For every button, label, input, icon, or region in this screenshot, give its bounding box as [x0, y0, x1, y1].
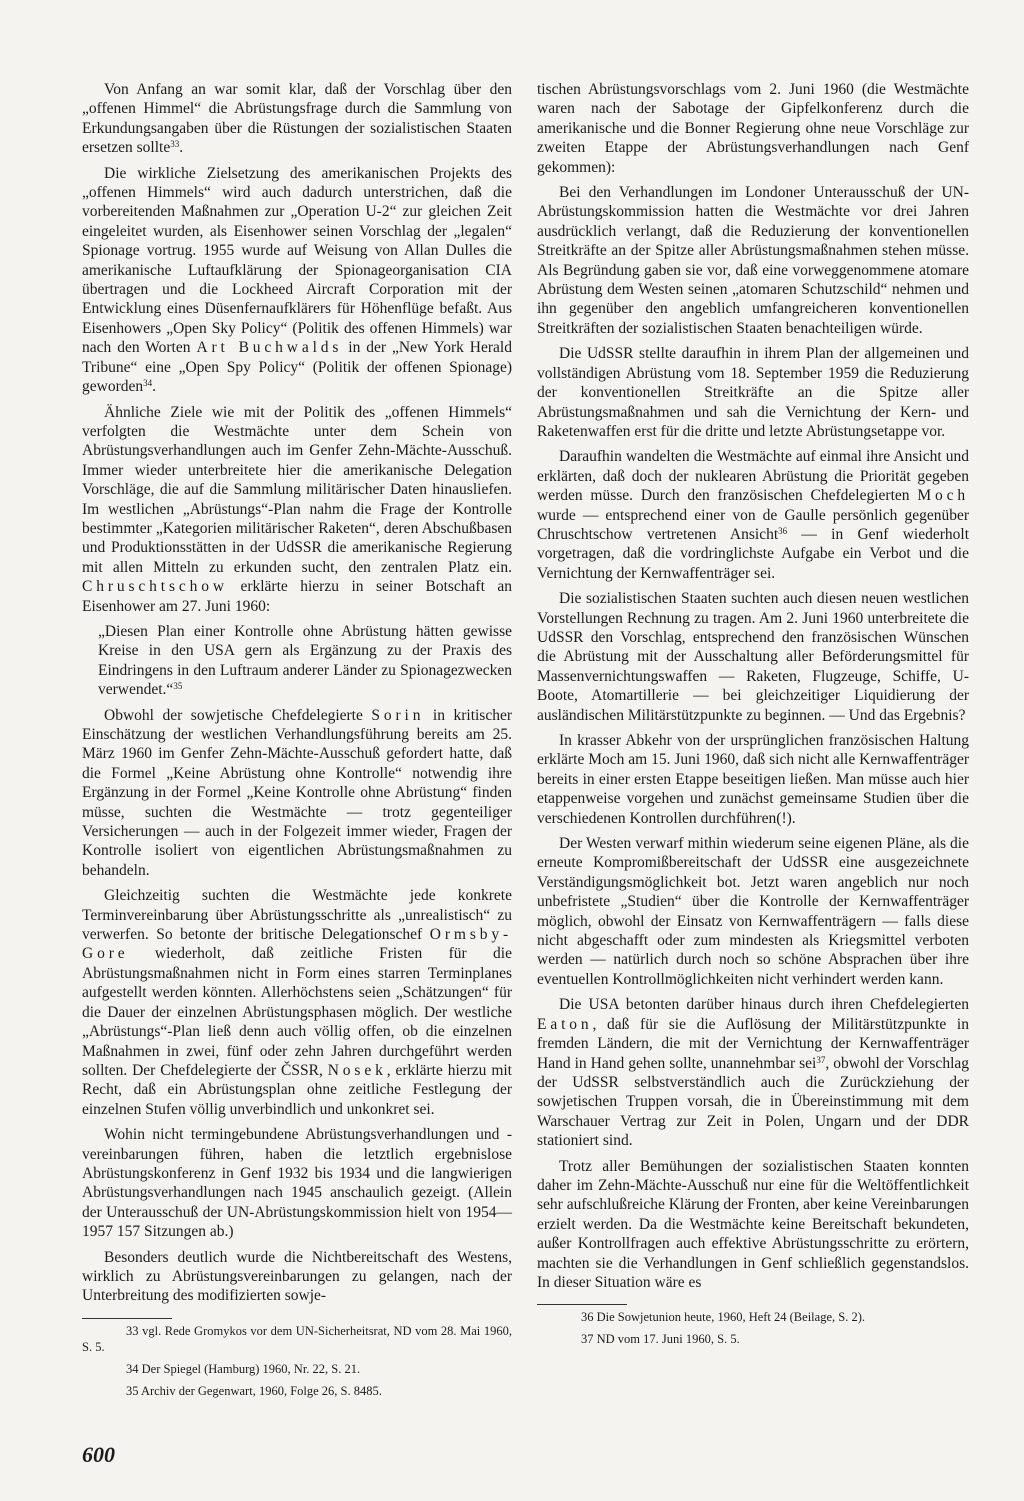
footnote-divider — [82, 1318, 172, 1319]
paragraph: Die UdSSR stellte daraufhin in ihrem Plan der allgemeinen und vollständigen Abrüstung vom 18. September 1959 die Reduzierung der konventionellen Streitkräfte an die Spitze aller Abrüstungsmaßnahmen und sah die Vernichtung der Kern- und Raketenwaffen erst für die dritte und letzte Abrüstungsetappe vor. — [537, 345, 969, 440]
footnote-ref[interactable]: 36 — [778, 525, 788, 536]
person-name: Ormsby-Gore — [82, 926, 513, 963]
footnote-divider — [537, 1304, 627, 1305]
paragraph: Trotz aller Bemühungen der sozialistischen Staaten konnten daher im Zehn-Mächte-Ausschuß nur eine für die Weltöffentlichkeit sehr aufschlußreiche Klärung der Fronten, aber keine Vereinbarungen erzielt werden. Da die Westmächte keine Bereitschaft bekundeten, außer Kontrollfragen auch effektive Abrüstungsschritte zu erörtern, machten sie die Verhandlungen in Genf schließlich gegenstandslos. In dieser Situation wäre es — [537, 1157, 969, 1291]
footnote: 37 ND vom 17. Juni 1960, S. 5. — [581, 1332, 740, 1347]
paragraph: Bei den Verhandlungen im Londoner Unterausschuß der UN-Abrüstungskommission hatten die Westmächte vor drei Jahren ausdrücklich verlangt, daß die Reduzierung der konventionellen Streitkräfte an der Spitze aller Abrüstungsmaßnahmen stehen müsse. Als Begründung gaben sie vor, daß eine vorweggenommene atomare Abrüstung dem Westen seinen „atomaren Schutzschild“ nehmen und ihn gegenüber den angeblich umfangreicheren konventionellen Streitkräften der sozialistischen Staaten benachteiligen würde. — [537, 184, 969, 337]
person-name: Art Buchwalds — [196, 339, 343, 357]
page-number: 600 — [82, 1442, 115, 1467]
person-name: Eaton — [537, 1015, 593, 1033]
paragraph: Von Anfang an war somit klar, daß der Vorschlag über den „offenen Himmel“ die Abrüstungsfrage durch die Sammlung von Erkundungsangaben über die Rüstungen der sozialistischen Staaten ersetzen sollte$^{33}$. — [82, 81, 512, 157]
person-name: Nosek — [327, 1061, 387, 1079]
footnote: 36 Die Sowjetunion heute, 1960, Heft 24 (Beilage, S. 2). — [581, 1310, 865, 1325]
person-name: Sorin — [371, 706, 425, 724]
paragraph: Die sozialistischen Staaten suchten auch diesen neuen westlichen Vorstellungen Rechnung zu tragen. Am 2. Juni 1960 unterbreitete die UdSSR den Vorschlag, entsprechend den französischen Wünschen die Abrüstung mit der Ausschaltung aller Beförderungsmittel für Massenvernichtungswaffen — Raketen, Flugzeuge, Schiffe, U-Boote, Atomartillerie — bei gleichzeitiger Liquidierung der ausländischen Militärstützpunkte zu beginnen. — Und das Ergebnis? — [537, 590, 969, 724]
footnote: 33 vgl. Rede Gromykos vor dem UN-Sicherheitsrat, ND vom 28. Mai 1960, S. 5. — [82, 1323, 512, 1354]
footnote-ref[interactable]: 35 — [173, 681, 183, 692]
footnote-ref[interactable]: 34 — [143, 378, 153, 389]
paragraph: Der Westen verwarf mithin wiederum seine eigenen Pläne, als die erneute Kompromißbereitschaft der UdSSR eine ausgezeichnete Verständigungsmöglichkeit bot. Jetzt waren angeblich nur noch unbefristete „Studien“ über die Kontrolle der Kernwaffenträger möglich, obwohl der Einsatz von Kernwaffenträgern — falls diese nicht abgeschafft oder zum mindesten als Kriegsmittel verboten werden — natürlich durch noch so schöne Absprachen über ihre eventuellen Kontrollmöglichkeiten nicht verhindert werden kann. — [537, 835, 969, 988]
paragraph: Ähnliche Ziele wie mit der Politik des „offenen Himmels“ verfolgten die Westmächte unter dem Schein von Abrüstungsverhandlungen auch im Genfer Zehn-Mächte-Ausschuß. Immer wieder unterbreitete hier die amerikanische Delegation Vorschläge, die auf die Sammlung militärischer Daten hinausliefen. Im westlichen „Abrüstungs“-Plan nahm die Frage der Kontrolle bestimmter „Kategorien militärischer Raketen“, deren Abschußbasen und Produktionsstätten in der UdSSR die amerikanische Regierung mit allen Mitteln zu erkunden sucht, den zentralen Platz ein. Chruschtschow erklärte hierzu in seiner Botschaft an Eisenhower am 27. Juni 1960: — [82, 403, 512, 615]
paragraph: Besonders deutlich wurde die Nichtbereitschaft des Westens, wirklich zu Abrüstungsvereinbarungen zu gelangen, nach der Unterbreitung des modifizierten sowje- — [82, 1248, 512, 1305]
footnote-ref[interactable]: 37 — [816, 1054, 826, 1065]
paragraph: Die USA betonten darüber hinaus durch ihren Chefdelegierten Eaton, daß für sie die Auflösung der Militärstützpunkte in fremden Ländern, die mit der Vernichtung der Kernwaffenträger Hand in Hand gehen sollte, unannehmbar sei$^{37}$, obwohl der Vorschlag der UdSSR selbstverständlich auch die Zurückziehung der sowjetischen Truppen vorsah, die in Übereinstimmung mit dem Warschauer Vertrag zur Zeit in Polen, Ungarn und der DDR stationiert sind. — [537, 996, 970, 1150]
footnote-ref[interactable]: 33 — [170, 139, 180, 150]
footnote: 34 Der Spiegel (Hamburg) 1960, Nr. 22, S. 21. — [126, 1361, 361, 1376]
left-column — [82, 80, 512, 1405]
paragraph: In krasser Abkehr von der ursprünglichen französischen Haltung erklärte Moch am 15. Juni 1960, daß sich nicht alle Kernwaffenträger bereits in einer ersten Etappe beseitigen ließen. Man müsse auch hier etappenweise vorgehen und zunächst gemeinsame Studien über die verschiedenen Kontrollen durchführen(!). — [537, 732, 969, 827]
block-quote: „Diesen Plan einer Kontrolle ohne Abrüstung hätten gewisse Kreise in den USA gern als Ergänzung zu der Praxis des Eindringens in den Luftraum anderer Länder zu Spionagezwecken verwendet.“$^{35}$ — [98, 622, 512, 699]
paragraph: Gleichzeitig suchten die Westmächte jede konkrete Terminvereinbarung über Abrüstungsschritte als „unrealistisch“ zu verwerfen. So betonte der britische Delegationschef Ormsby-Gore wiederholt, daß zeitliche Fristen für die Abrüstungsmaßnahmen nicht in Form eines starren Terminplanes aufgestellt werden könnten. Allerhöchstens seien „Schätzungen“ für die Dauer der einzelnen Abrüstungsphasen möglich. Der westliche „Abrüstungs“-Plan ließ denn auch völlig offen, ob die einzelnen Maßnahmen in zwei, fünf oder zehn Jahren durchgeführt werden sollten. Der Chefdelegierte der ČSSR, Nosek, erklärte hierzu mit Recht, daß ein Abrüstungsplan ohne zeitliche Festlegung der einzelnen Stufen völlig unverbindlich und unkonkret sei. — [82, 887, 513, 1118]
right-column — [537, 80, 969, 1353]
paragraph: Wohin nicht termingebundene Abrüstungsverhandlungen und -vereinbarungen führen, haben die letztlich ergebnislose Abrüstungskonferenz in Genf 1932 bis 1934 und die langwierigen Abrüstungsverhandlungen nach 1945 anschaulich gezeigt. (Allein der Unterausschuß der UN-Abrüstungskommission hielt von 1954—1957 157 Sitzungen ab.) — [82, 1126, 512, 1241]
paragraph: Daraufhin wandelten die Westmächte auf einmal ihre Ansicht und erklärten, daß doch der nuklearen Abrüstung die Priorität gegeben werden müsse. Durch den französischen Chefdelegierten Moch wurde — entsprechend einer von de Gaulle persönlich gegenüber Chruschtschow vertretenen Ansicht$^{36}$ — in Genf wiederholt vorgetragen, daß die vordringlichste Aufgabe ein Verbot und die Vernichtung der Kernwaffenträger sei. — [537, 448, 970, 582]
footnote: 35 Archiv der Gegenwart, 1960, Folge 26, S. 8485. — [126, 1383, 382, 1398]
paragraph: Die wirkliche Zielsetzung des amerikanischen Projekts des „offenen Himmels“ wird auch dadurch unterstrichen, daß die vorbereitenden Maßnahmen zur „Operation U-2“ zur gleichen Zeit eingeleitet wurden, als Eisenhower seinen Vorschlag der „legalen“ Spionage vortrug. 1955 wurde auf Weisung von Allan Dulles die amerikanische Luftaufklärung der Spionageorganisation CIA übertragen und die Lockheed Aircraft Corporation mit der Entwicklung eines Düsenfernaufklärers für Höhenflüge befaßt. Aus Eisenhowers „Open Sky Policy“ (Politik des offenen Himmels) war nach den Worten Art Buchwalds in der „New York Herald Tribune“ eine „Open Spy Policy“ (Politik der offenen Spionage) geworden$^{34}$. — [82, 164, 512, 396]
person-name: Chruschtschow — [82, 578, 228, 596]
person-name: Moch — [917, 487, 969, 505]
paragraph: Obwohl der sowjetische Chefdelegierte Sorin in kritischer Einschätzung der westlichen Verhandlungsführung bereits am 25. März 1960 im Genfer Zehn-Mächte-Ausschuß gefordert hatte, daß die Formel „Keine Abrüstung ohne Kontrolle“ notwendig ihre Ergänzung in der Formel „Keine Kontrolle ohne Abrüstung“ finden müsse, suchten die Westmächte — trotz gegenteiliger Versicherungen — auch in der Folgezeit immer wieder, Fragen der Kontrolle isoliert von eigentlichen Abrüstungsmaßnahmen zu behandeln. — [82, 706, 513, 879]
paragraph: tischen Abrüstungsvorschlags vom 2. Juni 1960 (die Westmächte waren nach der Sabotage der Gipfelkonferenz durch die amerikanische und die Bonner Regierung ohne neue Vorschläge zur zweiten Etappe der Abrüstungsverhandlungen nach Genf gekommen): — [537, 81, 969, 176]
